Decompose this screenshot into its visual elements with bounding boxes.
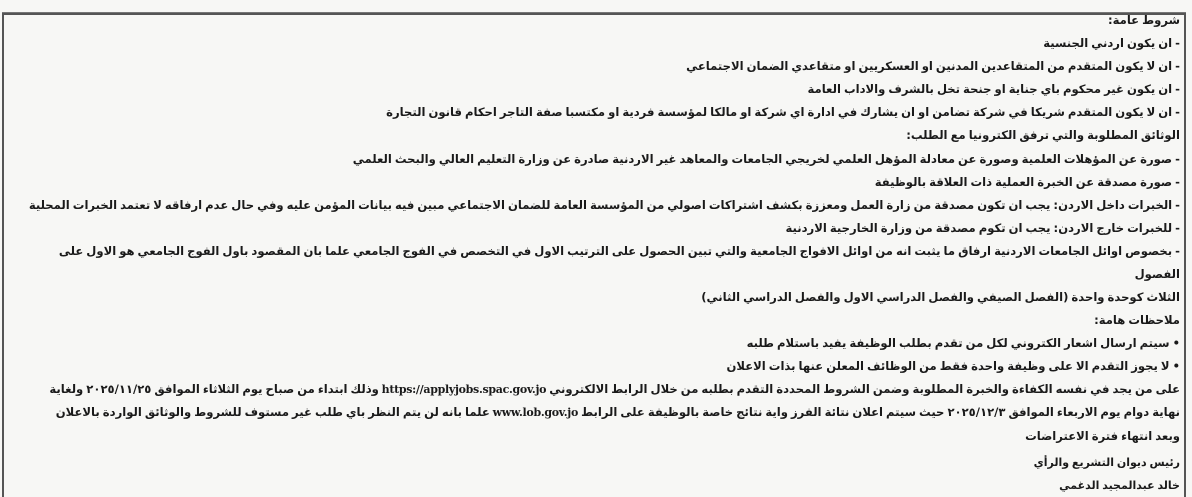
document-item: - للخبرات خارج الاردن: يجب ان تكوم مصدقة من وزارة الخارجية الاردنية xyxy=(785,220,1180,235)
signature-block xyxy=(12,451,1180,497)
note-item: • سيتم ارسال اشعار الكتروني لكل من تقدم بطلب الوظيفة يفيد باستلام طلبه xyxy=(746,336,1180,351)
apply-link[interactable]: https://applyjobs.spac.gov.jo xyxy=(381,383,547,397)
application-text: نهاية دوام يوم الاربعاء الموافق ٢٠٢٥/١٢/٣ حيث سيتم اعلان نتائة الفرز واية نتائج خاصة بالوظيفة على الرابط xyxy=(581,405,1180,420)
condition-item: - ان يكون غير محكوم باي جناية او جنحة تخل بالشرف والاداب العامة xyxy=(807,82,1180,97)
application-text: وذلك ابتداء من صباح يوم الثلاثاء الموافق ٢٠٢٥/١١/٢٥ ولغاية xyxy=(49,382,379,397)
documents-title: الوثائق المطلوبة والتي ترفق الكترونيا مع الطلب: xyxy=(906,128,1180,143)
note-item: • لا يجوز التقدم الا على وظيفة واحدة فقط من الوظائف المعلن عنها بذات الاعلان xyxy=(726,359,1180,374)
condition-item: - ان يكون اردني الجنسية xyxy=(1043,36,1180,51)
results-link[interactable]: www.lob.gov.jo xyxy=(492,406,579,420)
signatory-name: خالد عبدالمجيد الدغمي xyxy=(1059,478,1180,492)
document-item: - الخبرات داخل الاردن: يجب ان تكون مصدقة من زارة العمل ومعززة بكشف اشتراكات اصولي من المؤسسة العامة للضمان الاجتماعي مبين فيه بيانات المؤمن عليه وفي حال عدم ارفاقه لا تعتمد الخبرات المحلية xyxy=(28,197,1180,212)
notes-title: ملاحظات هامة: xyxy=(1094,313,1180,328)
announcement-body xyxy=(12,9,1180,497)
condition-item: - ان لا يكون المتقدم من المتقاعدين المدنين او العسكريين او متقاعدي الضمان الاجتماعي xyxy=(686,59,1180,74)
general-conditions-title: شروط عامة: xyxy=(1107,13,1180,27)
document-item: - صورة مصدقة عن الخبرة العملية ذات العلاقة بالوظيفة xyxy=(874,174,1180,189)
application-line-1 xyxy=(12,378,1180,401)
signatory-role: رئيس ديوان التشريع والرأي xyxy=(1033,455,1180,469)
document-item: - صورة عن المؤهلات العلمية وصورة عن معادلة المؤهل العلمي لخريجي الجامعات والمعاهد غير الاردنية صادرة عن وزارة التعليم العالي والبحث العلمي xyxy=(352,151,1180,166)
application-line-3: وبعد انتهاء فترة الاعتراضات xyxy=(1025,428,1180,443)
document-item: الثلاث كوحدة واحدة (الفصل الصيفي والفصل الدراسي الاول والفصل الدراسي الثاني) xyxy=(701,289,1180,304)
application-text: على من يجد في نفسه الكفاءة والخبرة المطلوبة وضمن الشروط المحددة التقدم بطلبه من خلال الرابط الالكتروني xyxy=(549,382,1180,397)
document-item: - بخصوص اوائل الجامعات الاردنية ارفاق ما يثبت انه من اوائل الافواج الجامعية والتي تبين الحصول على الترتيب الاول في التخصص في الفوج الجامعي علما بان المقصود باول الفوج الجامعي هو الاول على الفصول xyxy=(58,243,1180,281)
application-text: علما بانه لن يتم النظر باي طلب غير مستوف للشروط والوثائق الواردة بالاعلان xyxy=(55,405,490,420)
application-line-2 xyxy=(12,401,1180,424)
condition-item: - ان لا يكون المتقدم شريكا في شركة تضامن او ان يشارك في ادارة اي شركة او مالكا لمؤسسة فردية او مكتسبا صفة التاجر احكام قانون التجارة xyxy=(386,105,1180,120)
